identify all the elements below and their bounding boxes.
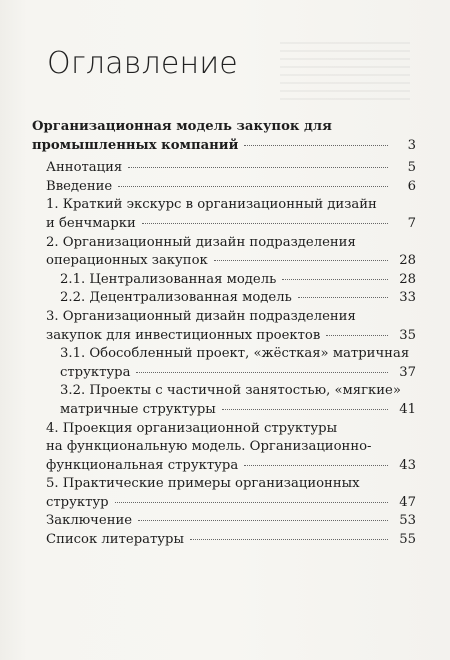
toc-entry — [32, 271, 416, 290]
toc-page-number: 37 — [399, 364, 416, 380]
toc-entry-line — [46, 531, 416, 550]
toc-dot-leader — [142, 223, 388, 224]
toc-entry-line — [60, 271, 416, 290]
toc-entry — [32, 512, 416, 531]
toc-entry-title: операционных закупок — [46, 253, 208, 269]
toc-page-number: 35 — [399, 327, 416, 343]
toc-entry — [32, 475, 416, 512]
toc-page-number: 33 — [399, 290, 416, 306]
toc-entry-title: и бенчмарки — [46, 215, 136, 231]
table-of-contents — [32, 118, 416, 550]
toc-entry-title: 2.1. Централизованная модель — [60, 271, 277, 287]
toc-entry-title: матричные структуры — [60, 401, 216, 417]
toc-entry — [32, 289, 416, 308]
toc-entry — [32, 531, 416, 550]
toc-dot-leader — [128, 167, 388, 168]
toc-dot-leader — [222, 409, 388, 410]
toc-entry — [32, 420, 416, 476]
toc-entry-title: 3.1. Обособленный проект, «жёсткая» матричная — [60, 346, 410, 362]
toc-dot-leader — [282, 279, 388, 280]
toc-dot-leader — [244, 145, 388, 146]
toc-entry — [32, 234, 416, 271]
toc-entry-line — [46, 215, 416, 234]
toc-entry-title: структур — [46, 494, 109, 510]
toc-entry — [32, 159, 416, 178]
toc-entry-title: структура — [60, 364, 131, 380]
toc-entry-line — [46, 420, 416, 439]
toc-entry-title: 2. Организационный дизайн подразделения — [46, 234, 356, 250]
toc-dot-leader — [115, 502, 388, 503]
toc-entry-line — [46, 252, 416, 271]
toc-entry-line — [60, 289, 416, 308]
toc-page-number: 55 — [399, 532, 416, 548]
toc-entry-title: Заключение — [46, 513, 133, 529]
toc-entry-line — [46, 457, 416, 476]
toc-entry-line — [60, 401, 416, 420]
toc-entry-title: 3.2. Проекты с частичной занятостью, «мягкие» — [60, 383, 401, 399]
toc-entry — [32, 345, 416, 382]
toc-entry-title: функциональная структура — [46, 457, 239, 473]
toc-entry — [32, 196, 416, 233]
toc-entry-title: 1. Краткий экскурс в организационный дизайн — [46, 197, 377, 213]
toc-entry-line — [46, 438, 416, 457]
toc-entry — [32, 118, 416, 155]
toc-entry-title: закупок для инвестиционных проектов — [46, 327, 321, 343]
toc-page-number: 43 — [399, 457, 416, 473]
toc-page-number: 3 — [407, 137, 416, 153]
toc-dot-leader — [244, 465, 388, 466]
toc-entry-title: 5. Практические примеры организационных — [46, 476, 360, 492]
toc-entry-line — [32, 137, 416, 156]
toc-dot-leader — [138, 520, 388, 521]
toc-entry-title: промышленных компаний — [32, 137, 239, 153]
toc-entry-title: Организационная модель закупок для — [32, 119, 332, 134]
toc-entry — [32, 178, 416, 197]
toc-dot-leader — [214, 260, 388, 261]
toc-entry-line — [46, 327, 416, 346]
toc-entry-title: Аннотация — [46, 160, 123, 176]
toc-page-number: 6 — [407, 178, 416, 194]
toc-dot-leader — [326, 335, 388, 336]
toc-entry — [32, 382, 416, 419]
toc-page-number: 7 — [407, 215, 416, 231]
toc-entry-line — [46, 159, 416, 178]
toc-entry-line — [60, 382, 416, 401]
bleed-through-text — [280, 40, 410, 100]
page-title: Оглавление — [47, 46, 238, 81]
toc-entry-line — [46, 475, 416, 494]
toc-page-number: 28 — [399, 271, 416, 287]
toc-entry-line — [46, 308, 416, 327]
toc-entry-line — [46, 196, 416, 215]
toc-entry-line — [46, 494, 416, 513]
toc-dot-leader — [136, 372, 388, 373]
toc-entry-line — [46, 178, 416, 197]
toc-page-number: 5 — [407, 160, 416, 176]
toc-dot-leader — [190, 539, 388, 540]
toc-entry-line — [46, 512, 416, 531]
toc-entry-title: Список литературы — [46, 532, 184, 548]
toc-page-number: 53 — [399, 513, 416, 529]
toc-entry-line — [32, 118, 416, 137]
toc-entry-line — [60, 364, 416, 383]
toc-entry-title: 4. Проекция организационной структуры — [46, 420, 338, 436]
toc-page-number: 47 — [399, 494, 416, 510]
toc-entry-line — [46, 234, 416, 253]
toc-entry — [32, 308, 416, 345]
toc-dot-leader — [118, 186, 388, 187]
toc-entry-title: Введение — [46, 178, 113, 194]
toc-entry-title: 2.2. Децентрализованная модель — [60, 290, 292, 306]
toc-page-number: 41 — [399, 401, 416, 417]
toc-entry-title: 3. Организационный дизайн подразделения — [46, 308, 356, 324]
toc-entry-title: на функциональную модель. Организационно- — [46, 439, 372, 455]
toc-dot-leader — [298, 297, 388, 298]
toc-entry-line — [60, 345, 416, 364]
toc-page-number: 28 — [399, 253, 416, 269]
